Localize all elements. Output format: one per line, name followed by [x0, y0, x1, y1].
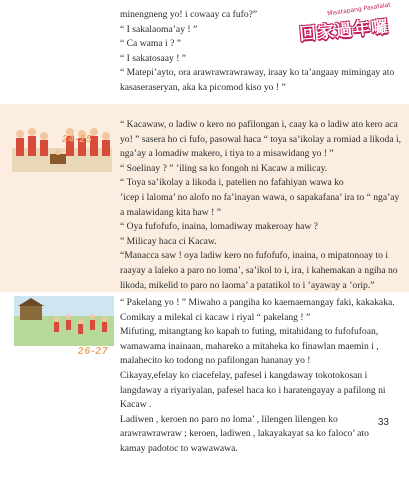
- page-label: 26-27: [78, 346, 109, 357]
- text-line: Comikay a milekal ci kacaw i riyal “ pakelang ! ”: [120, 311, 311, 323]
- page-label: 24-25: [62, 134, 93, 145]
- text-line: ’icep i laloma’ no alofo no fa’inayan wawa, o sapakafana’ ira to “ nga’ay: [120, 191, 400, 203]
- text-line: “ I sakalaoma’ay ! ”: [120, 23, 198, 35]
- logo-title: 回家過年囉: [298, 17, 390, 45]
- text-line: “ Ca wama i ? ”: [120, 38, 181, 50]
- page-number: 33: [377, 417, 389, 428]
- text-line: nga’ay a lomadiw makero, i tiya to a misawidang yo ! ”: [120, 148, 334, 160]
- text-line: likoda, mikelid to paro no laoma’ a patatikol to i ’ayaway a ’orip.”: [120, 279, 375, 291]
- text-line: wamawama inainaan, mahareko a mitaheka ko finawlan maemin i ,: [120, 340, 379, 352]
- text-line: “ Soelinay ? ” ’iling sa ko fongoh ni Kacaw a milicay.: [120, 162, 328, 174]
- text-line: ” Milicay haca ci Kacaw.: [120, 235, 217, 247]
- text-line: “ Oya fufofufo, inaina, lomadiway makeroay haw ?: [120, 221, 318, 233]
- text-line: raayay a laleko a paro no loma’, sa’ikol to i, ira, i kahemakan a ngiha no: [120, 264, 398, 276]
- text-line: kamay padotoc to wawawawa.: [120, 442, 238, 454]
- logo-subtitle: Misatapang Pasafalat: [326, 1, 392, 18]
- text-line: kasaseraseryan, aka ka picomod kiso yo ! ”: [120, 81, 286, 93]
- illustration-family-ceremony: [10, 114, 114, 190]
- text-line: “ Matepi’ayto, ora arawrawrawraway, iraay ko ta’angaay mimingay ato: [120, 67, 395, 79]
- text-line: Cikayay,efelay ko ciacefelay, pafesel i kangdaway tokotokosan i: [120, 369, 368, 381]
- text-line: yo! ” sasera ho ci fufo, pasowal haca “ toya sa’ikolay a romiad a likoda i,: [120, 133, 402, 145]
- text-line: Kacaw .: [120, 399, 152, 411]
- text-line: Ladiwen , keroen no paro no loma’ , lilengen lilengen ko: [120, 413, 338, 425]
- text-line: “Manacca saw ! oya ladiw kero no fufofufo, inaina, o mipatonoay to i: [120, 250, 389, 262]
- text-line: malahecito ko todong no pafilongan hananay yo !: [120, 355, 311, 367]
- text-line: langdaway a riyariyalan, pafesel haca ko i haratengayay a pafilong ni: [120, 384, 386, 396]
- text-line: arawrawrawraw ; keroen, ladiwen , lakayakayat sa ko faloco’ ato: [120, 428, 369, 440]
- illustration-village-festival: [14, 296, 114, 346]
- text-line: “ I sakatosaay ! ”: [120, 52, 187, 64]
- text-line: “ Kacawaw, o ladiw o kero no pafilongan i, caay ka o ladiw ato kero aca: [120, 119, 398, 130]
- top-text-block: [120, 8, 395, 96]
- text-line: Mifuting, mitangtang ko kapah to futing, mitahidang to fufofufoan,: [120, 326, 379, 338]
- text-line: minengneng yo! i cowaay ca fufo?”: [120, 9, 258, 20]
- text-line: a malawidang kita haw ! ”: [120, 206, 221, 218]
- panel-text-block: [120, 118, 404, 293]
- highlight-panel: [0, 104, 409, 292]
- bottom-text-block: [120, 296, 400, 457]
- text-line: “ Toya sa’ikolay a likoda i, patelien no fafahiyan wawa ko: [120, 177, 344, 189]
- text-line: “ Pakelang yo ! ” Miwaho a pangiha ko kaemaemangay faki, kakakaka.: [120, 297, 395, 308]
